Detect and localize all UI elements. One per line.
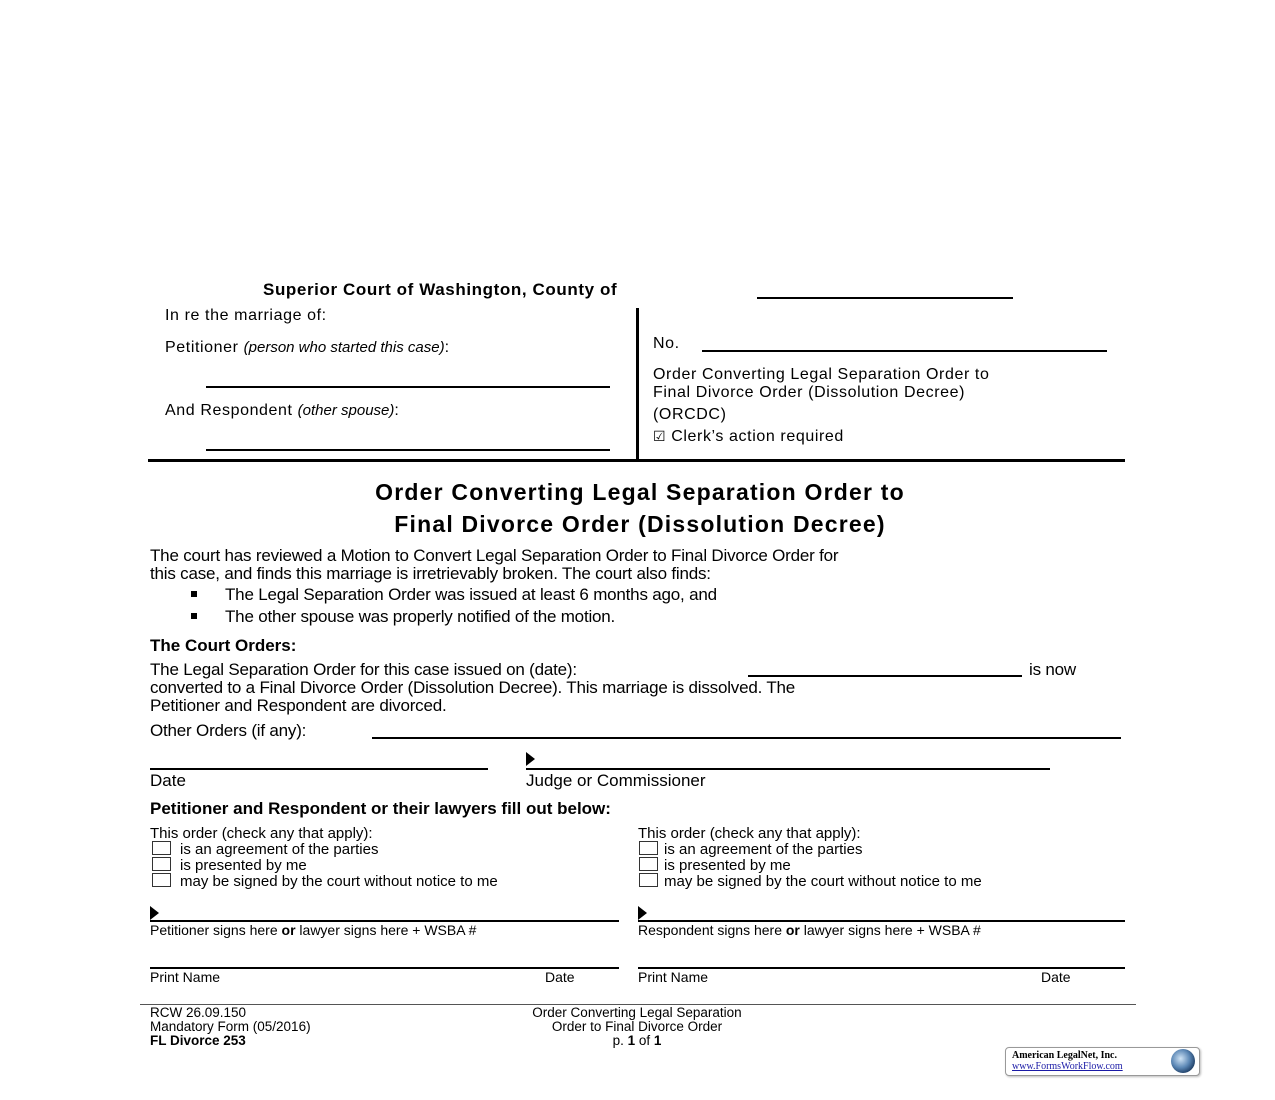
other-orders-blank[interactable]	[372, 737, 1121, 739]
orders-line1-after: is now	[1029, 660, 1076, 679]
finding-bullet-1: The Legal Separation Order was issued at least 6 months ago, and	[191, 585, 717, 605]
petitioner-option-agreement[interactable]: is an agreement of the parties	[152, 841, 378, 858]
footer-page-indicator: p. 1 of 1	[612, 1033, 662, 1048]
findings-intro-line1: The court has reviewed a Motion to Convert Legal Separation Order to Final Divorce Order for	[150, 546, 839, 565]
american-legalnet-logo[interactable]	[1005, 1047, 1200, 1076]
respondent-name-blank[interactable]	[206, 449, 610, 451]
other-orders-label: Other Orders (if any):	[150, 721, 307, 740]
respondent-label: And Respondent (other spouse):	[165, 402, 400, 419]
judge-date-blank[interactable]	[150, 768, 488, 770]
logo-company: American LegalNet, Inc.	[1012, 1050, 1117, 1061]
checkbox-agreement[interactable]	[639, 841, 658, 855]
signature-arrow-icon	[150, 906, 159, 920]
respondent-check-intro: This order (check any that apply):	[638, 825, 861, 842]
petitioner-print-name-label: Print Name	[150, 969, 221, 985]
judge-label: Judge or Commissioner	[526, 771, 706, 790]
checkbox-no-notice[interactable]	[639, 873, 658, 887]
case-number-label: No.	[653, 335, 680, 352]
petitioner-sign-label: Petitioner signs here or lawyer signs here + WSBA #	[150, 922, 477, 938]
respondent-date-label: Date	[1041, 969, 1071, 985]
court-label: Superior Court of Washington, County of	[263, 280, 618, 299]
signature-arrow-icon	[638, 906, 647, 920]
caption-divider	[636, 308, 639, 460]
judge-date-label: Date	[150, 771, 186, 790]
document-title-line2: Final Divorce Order (Dissolution Decree)	[394, 511, 886, 537]
footer-statute: RCW 26.09.150	[150, 1005, 247, 1020]
respondent-option-agreement[interactable]: is an agreement of the parties	[639, 841, 862, 858]
checked-box-icon: ☑	[653, 429, 667, 445]
signature-arrow-icon	[526, 752, 535, 766]
findings-intro-line2: this case, and finds this marriage is irretrievably broken. The court also finds:	[150, 564, 711, 583]
checkbox-agreement[interactable]	[152, 841, 171, 855]
checkbox-presented[interactable]	[639, 857, 658, 871]
judge-signature-blank[interactable]	[526, 768, 1050, 770]
form-code: (ORCDC)	[653, 406, 727, 423]
respondent-option-no-notice[interactable]: may be signed by the court without notice to me	[639, 873, 982, 890]
bullet-icon	[191, 613, 197, 619]
globe-icon	[1171, 1049, 1195, 1073]
finding-bullet-2: The other spouse was properly notified of the motion.	[191, 607, 615, 627]
separation-date-blank[interactable]	[748, 675, 1022, 677]
petitioner-label: Petitioner (person who started this case):	[165, 339, 450, 356]
orders-line3: Petitioner and Respondent are divorced.	[150, 696, 447, 715]
petitioner-option-no-notice[interactable]: may be signed by the court without notice to me	[152, 873, 498, 890]
petitioner-date-label: Date	[545, 969, 575, 985]
petitioner-option-presented[interactable]: is presented by me	[152, 857, 307, 874]
parties-heading: Petitioner and Respondent or their lawyers fill out below:	[150, 799, 611, 818]
in-re-label: In re the marriage of:	[165, 307, 327, 324]
petitioner-check-intro: This order (check any that apply):	[150, 825, 373, 842]
orders-line2: converted to a Final Divorce Order (Dissolution Decree). This marriage is dissolved. The	[150, 678, 796, 697]
court-orders-heading: The Court Orders:	[150, 636, 297, 655]
footer-mandatory: Mandatory Form (05/2016)	[150, 1019, 311, 1034]
caption-bottom-rule	[148, 459, 1125, 462]
respondent-sign-label: Respondent signs here or lawyer signs here + WSBA #	[638, 922, 981, 938]
orders-line1-before: The Legal Separation Order for this case issued on (date):	[150, 660, 577, 679]
clerk-action-row	[653, 428, 844, 446]
petitioner-name-blank[interactable]	[206, 386, 610, 388]
form-title-line2: Final Divorce Order (Dissolution Decree)	[653, 384, 966, 401]
document-title-line1: Order Converting Legal Separation Order to	[375, 479, 905, 505]
checkbox-no-notice[interactable]	[152, 873, 171, 887]
court-header	[263, 280, 617, 300]
footer-center-line1: Order Converting Legal Separation	[532, 1005, 742, 1020]
footer-center-line2: Order to Final Divorce Order	[551, 1019, 723, 1034]
county-blank[interactable]	[757, 297, 1013, 299]
clerk-action-label: Clerk’s action required	[671, 428, 844, 445]
bullet-icon	[191, 591, 197, 597]
form-title-line1: Order Converting Legal Separation Order to	[653, 366, 990, 383]
checkbox-presented[interactable]	[152, 857, 171, 871]
case-number-blank[interactable]	[702, 350, 1107, 352]
respondent-option-presented[interactable]: is presented by me	[639, 857, 791, 874]
logo-url-link[interactable]: www.FormsWorkFlow.com	[1012, 1061, 1123, 1072]
footer-form-number: FL Divorce 253	[150, 1033, 246, 1048]
respondent-print-name-label: Print Name	[638, 969, 709, 985]
